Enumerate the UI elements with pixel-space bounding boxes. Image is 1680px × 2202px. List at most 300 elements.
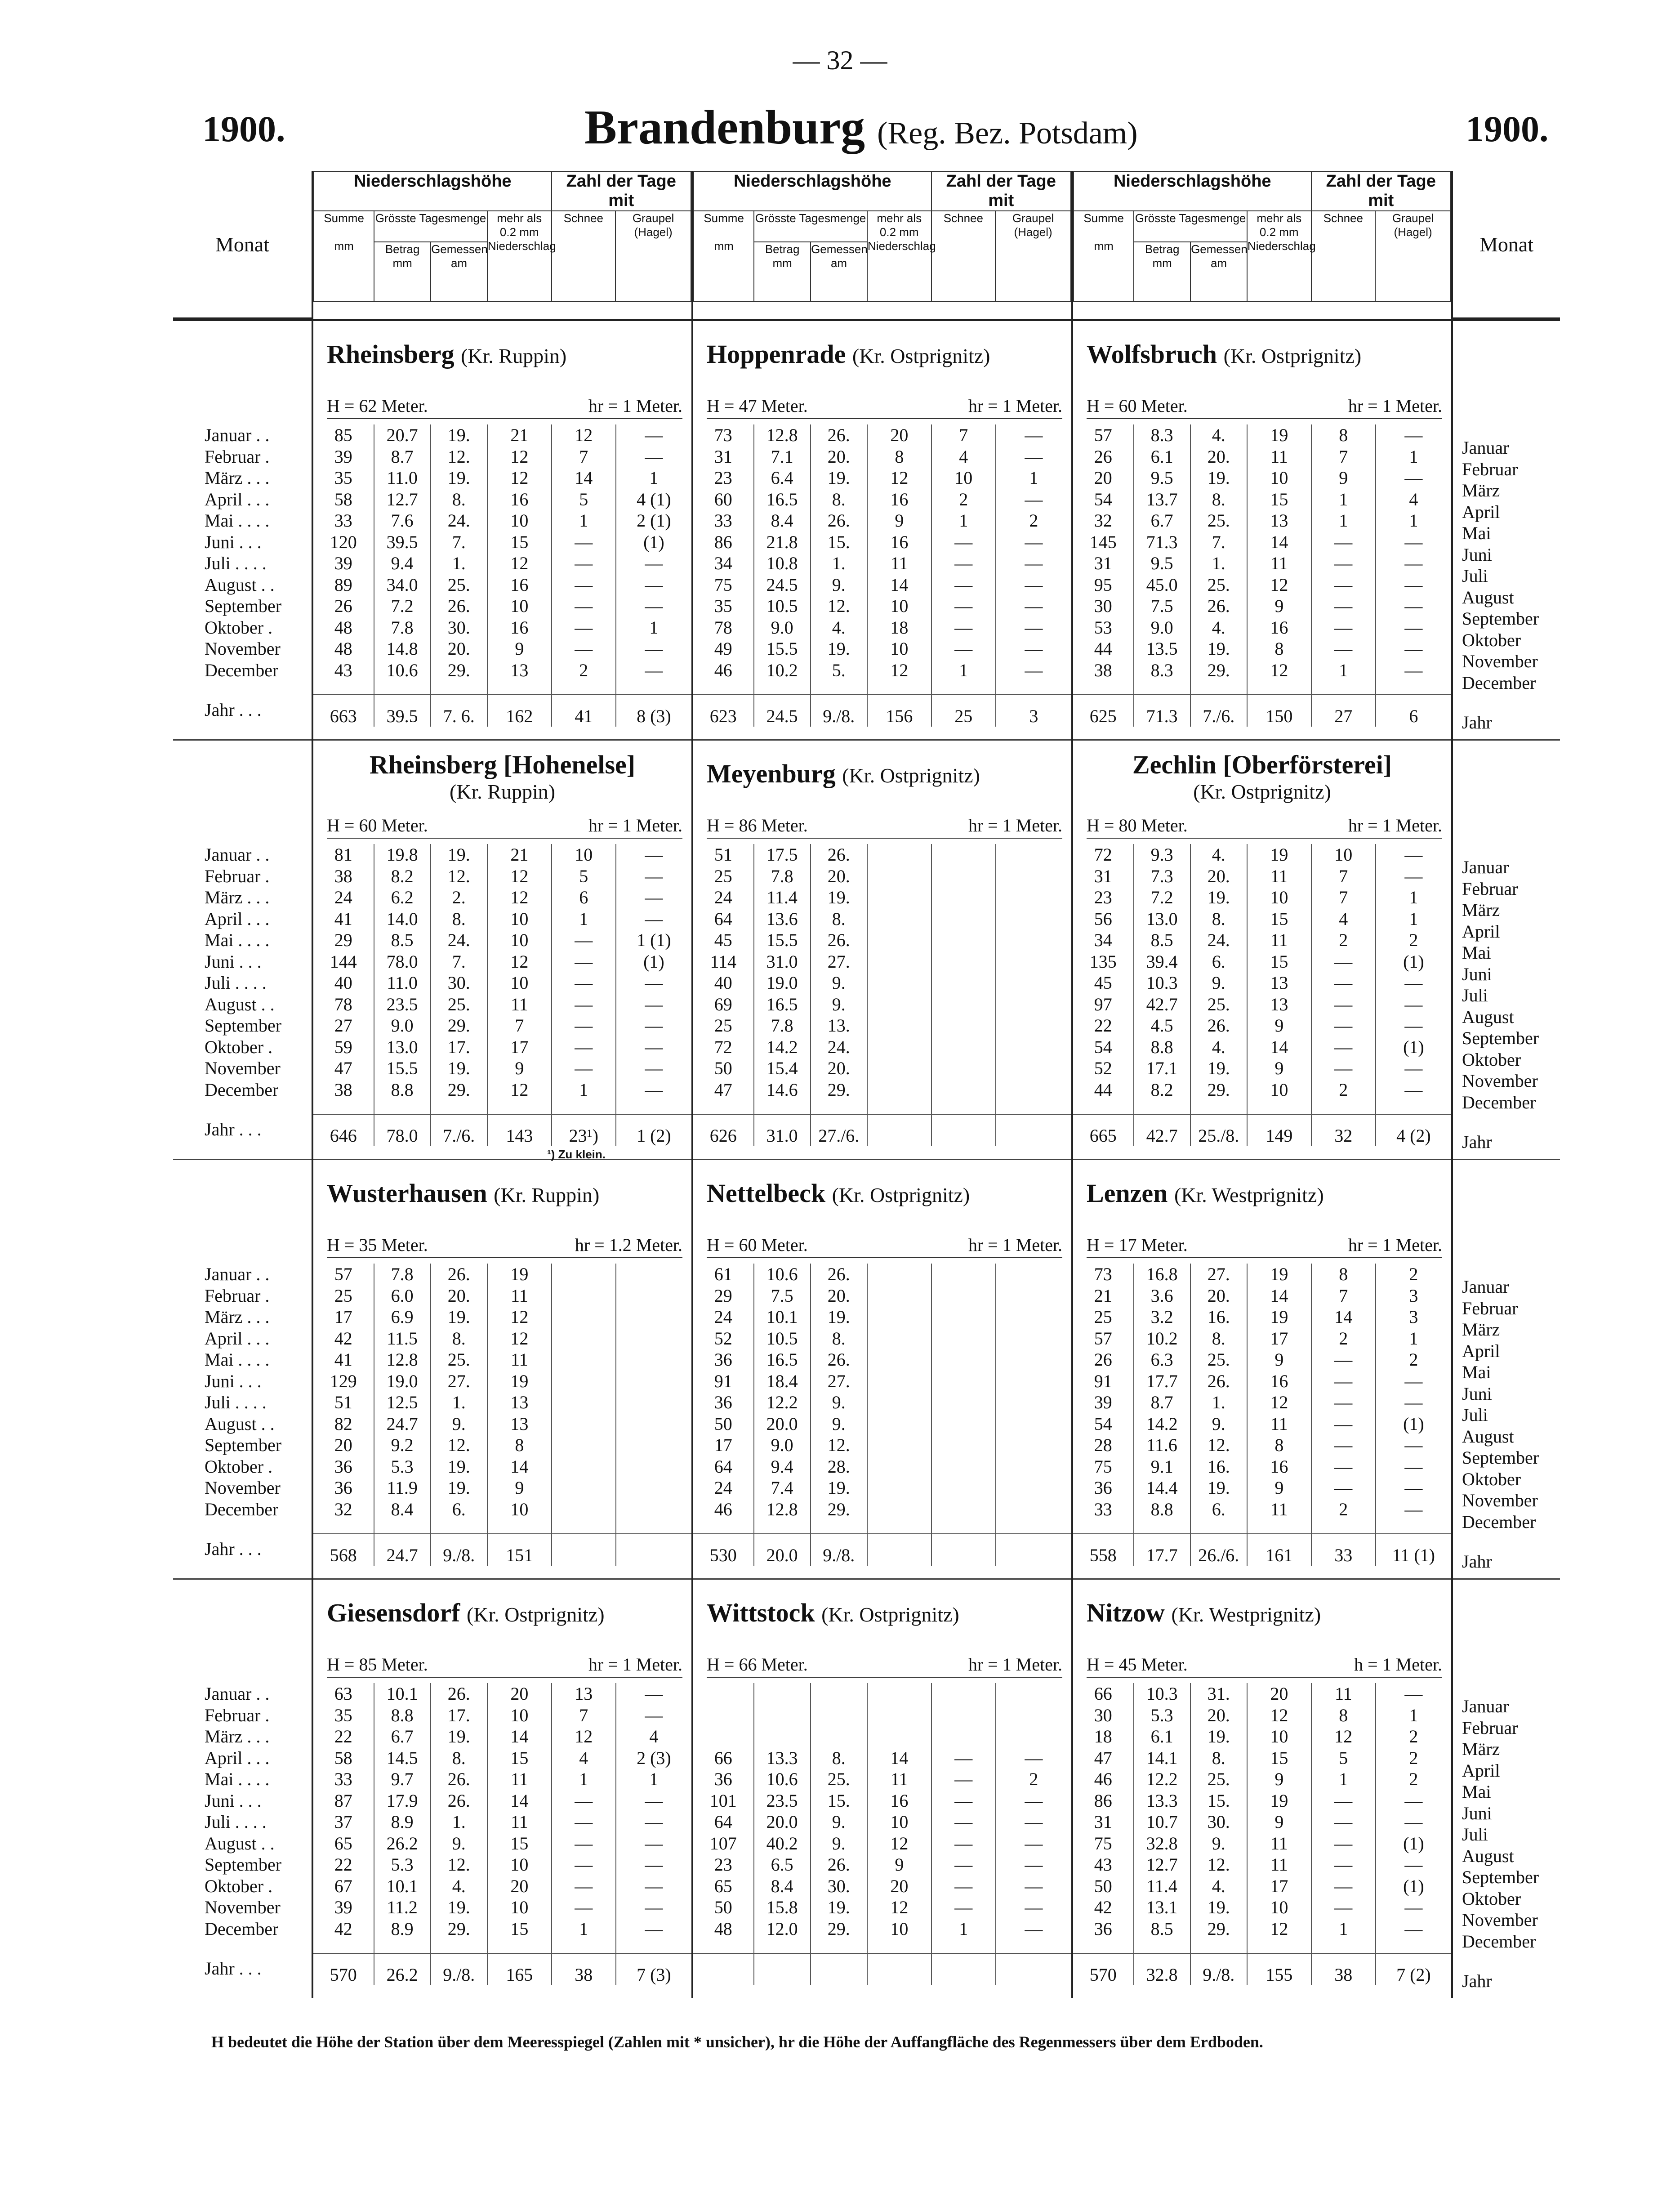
data-cell <box>996 866 1071 887</box>
data-cell: 10.6 <box>754 1769 811 1790</box>
data-cell: 12. <box>1190 1434 1247 1456</box>
data-cell: 54 <box>1094 1413 1112 1434</box>
data-cell: 144 <box>330 951 357 972</box>
table-row <box>313 908 691 930</box>
data-cell: — <box>552 1058 616 1079</box>
table-row <box>1073 510 1451 532</box>
data-cell: 9. <box>1190 1833 1247 1854</box>
data-cell: 17 <box>714 1435 732 1455</box>
data-cell: 10 <box>867 595 931 617</box>
jahr-cell: 31.0 <box>754 1114 811 1146</box>
data-cell <box>996 1079 1071 1101</box>
data-cell: 16 <box>487 574 552 596</box>
data-cell: 29. <box>1190 1079 1247 1101</box>
data-cell <box>693 1705 754 1726</box>
data-cell: 38 <box>334 1079 352 1100</box>
table-row <box>1073 1036 1451 1058</box>
data-cell: — <box>996 1790 1071 1812</box>
data-cell <box>867 951 931 973</box>
month-label: December <box>1462 1931 1536 1952</box>
data-cell: 19. <box>1190 1058 1247 1079</box>
table-row <box>313 1790 691 1812</box>
data-cell: 11.0 <box>374 972 431 994</box>
data-cell: — <box>1376 1015 1451 1036</box>
data-cell: 9. <box>811 972 867 994</box>
data-cell: — <box>996 1833 1071 1854</box>
data-cell: 8. <box>1190 489 1247 510</box>
data-cell: — <box>552 617 616 639</box>
data-cell: 15 <box>487 532 552 553</box>
data-cell: 15. <box>811 532 867 553</box>
data-cell: 8. <box>811 489 867 510</box>
data-cell: 24.7 <box>374 1413 431 1435</box>
data-cell: 1 <box>552 1769 616 1790</box>
data-cell: 16. <box>1190 1456 1247 1478</box>
data-cell: 9 <box>1247 1811 1311 1833</box>
data-cell: 36 <box>334 1456 352 1477</box>
table-row <box>1073 1769 1451 1790</box>
table-row <box>1073 1349 1451 1371</box>
jahr-cell: 9./8. <box>811 1534 867 1566</box>
monat-header: Monat <box>173 171 312 319</box>
data-cell: 6.1 <box>1134 446 1190 468</box>
data-cell: 23.5 <box>374 994 431 1015</box>
data-cell: 9 <box>1247 1058 1311 1079</box>
table-row <box>693 1328 1071 1349</box>
station-data <box>693 424 1071 727</box>
data-cell: 11 <box>1247 929 1311 951</box>
data-cell: 14 <box>1247 532 1311 553</box>
jahr-label: Jahr . . . <box>205 1119 262 1139</box>
data-cell: 8. <box>431 908 487 930</box>
niederschlag-header: Niederschlagshöhe <box>694 171 931 211</box>
data-cell: 56 <box>1094 908 1112 929</box>
data-cell: — <box>1311 595 1376 617</box>
data-cell: (1) <box>616 532 691 553</box>
data-cell: 50 <box>714 1413 732 1434</box>
jahr-row <box>1073 695 1451 727</box>
data-cell: (1) <box>1376 1876 1451 1897</box>
data-cell: 8. <box>1190 908 1247 930</box>
data-cell <box>931 866 996 887</box>
jahr-cell: 568 <box>313 1534 374 1566</box>
month-label: April <box>1462 501 1500 522</box>
data-cell: 9 <box>867 510 931 532</box>
jahr-cell: 7. 6. <box>431 695 487 727</box>
station-name: Wittstock (Kr. Ostprignitz) <box>707 1598 959 1627</box>
table-row <box>1073 1918 1451 1940</box>
month-label: Oktober <box>1462 1888 1521 1909</box>
data-cell: 17.5 <box>754 844 811 866</box>
data-cell: 1 <box>1376 1705 1451 1726</box>
data-cell: 6.1 <box>1134 1726 1190 1747</box>
data-cell: — <box>1376 1790 1451 1812</box>
data-cell: 38 <box>334 866 352 886</box>
month-label: Mai <box>1462 1782 1491 1802</box>
month-label: August <box>1462 1426 1514 1447</box>
data-cell: 3.6 <box>1134 1285 1190 1307</box>
data-cell: 7 <box>1311 1285 1376 1307</box>
data-cell: 31.0 <box>754 951 811 973</box>
data-cell: 29. <box>431 1015 487 1036</box>
month-list <box>173 1160 312 1565</box>
data-cell <box>867 1306 931 1328</box>
data-cell: 10.6 <box>754 1264 811 1285</box>
data-cell: 5.3 <box>374 1854 431 1876</box>
table-row <box>693 1747 1071 1769</box>
data-cell: — <box>1311 1811 1376 1833</box>
column-header: Niederschlagshöhe Zahl der Tage mit Summe mm Grösste Tagesmenge mehr als 0.2 mm Niederschlag Schnee Graupel (Hagel) Betrag mm Gemessen am <box>693 171 1071 302</box>
month-label: September <box>205 1015 282 1036</box>
table-row <box>313 595 691 617</box>
data-cell <box>867 1036 931 1058</box>
data-cell: 1. <box>431 1811 487 1833</box>
data-cell: — <box>996 1876 1071 1897</box>
data-cell <box>996 972 1071 994</box>
data-cell: — <box>616 660 691 681</box>
data-cell: 13.7 <box>1134 489 1190 510</box>
month-label: September <box>1462 608 1539 629</box>
data-cell: 42 <box>1094 1897 1112 1917</box>
data-cell: 24. <box>431 510 487 532</box>
data-cell: 15 <box>1247 489 1311 510</box>
data-cell: 45 <box>1094 973 1112 993</box>
data-cell: — <box>1311 1349 1376 1371</box>
data-cell: 14.5 <box>374 1747 431 1769</box>
data-cell: 39 <box>334 1897 352 1917</box>
jahr-cell: 1 (2) <box>616 1114 691 1146</box>
data-cell: 1 <box>1311 660 1376 681</box>
data-cell: 19 <box>487 1371 552 1392</box>
jahr-cell: 626 <box>693 1114 754 1146</box>
month-label: März <box>1462 1319 1500 1340</box>
data-cell: 89 <box>334 574 352 595</box>
data-cell: 1 <box>931 1918 996 1940</box>
data-cell: 9.2 <box>374 1434 431 1456</box>
data-cell <box>931 1434 996 1456</box>
jahr-cell <box>996 1953 1071 1985</box>
data-cell: 17. <box>431 1036 487 1058</box>
data-cell: 50 <box>714 1897 732 1917</box>
data-cell: 12 <box>1247 660 1311 681</box>
data-cell: 13.1 <box>1134 1897 1190 1918</box>
data-cell: 1. <box>431 553 487 574</box>
data-cell: 16 <box>867 489 931 510</box>
data-cell: 10.3 <box>1134 1683 1190 1705</box>
table-row <box>693 1036 1071 1058</box>
footnote: H bedeutet die Höhe der Station über dem Meeresspiegel (Zahlen mit * unsicher), hr die Höhe der Auffangfläche des Regenmessers über dem Erdboden. <box>211 2033 1263 2051</box>
data-cell: 82 <box>334 1413 352 1434</box>
table-row <box>693 1726 1071 1747</box>
data-cell: 5.3 <box>1134 1705 1190 1726</box>
data-cell: 26. <box>811 1264 867 1285</box>
data-cell: 19. <box>1190 638 1247 660</box>
jahr-cell <box>931 1953 996 1985</box>
table-row <box>693 1349 1071 1371</box>
data-cell: 7 <box>552 446 616 468</box>
data-cell: 8.8 <box>1134 1499 1190 1520</box>
station-data <box>313 424 691 727</box>
table-row <box>1073 1264 1451 1285</box>
data-cell: — <box>552 1811 616 1833</box>
data-cell <box>867 1477 931 1499</box>
month-label: Juli <box>1462 566 1488 586</box>
table-row <box>313 1747 691 1769</box>
jahr-cell: 530 <box>693 1534 754 1566</box>
data-cell: — <box>931 1811 996 1833</box>
data-cell: 22 <box>1094 1015 1112 1036</box>
data-cell: 12 <box>487 446 552 468</box>
table-row <box>693 553 1071 574</box>
data-cell <box>867 1392 931 1413</box>
data-cell: 34.0 <box>374 574 431 596</box>
data-cell <box>931 908 996 930</box>
data-cell: 25. <box>1190 510 1247 532</box>
data-cell: 95 <box>1094 574 1112 595</box>
jahr-cell: 570 <box>1073 1953 1134 1985</box>
data-cell <box>996 908 1071 930</box>
station-height: H = 60 Meter. hr = 1 Meter. <box>327 815 682 839</box>
data-cell: 7.1 <box>754 446 811 468</box>
station-block <box>1073 1160 1451 1578</box>
data-cell <box>931 1371 996 1392</box>
data-cell: 65 <box>714 1876 732 1896</box>
data-cell: — <box>1376 1897 1451 1918</box>
jahr-cell: 570 <box>313 1953 374 1985</box>
data-cell: 6.3 <box>1134 1349 1190 1371</box>
data-cell: 1 (1) <box>616 929 691 951</box>
data-cell: 14.4 <box>1134 1477 1190 1499</box>
month-label: November <box>205 1897 281 1917</box>
data-cell: 1 <box>552 908 616 930</box>
station-name: Rheinsberg (Kr. Ruppin) <box>327 339 567 369</box>
month-label: Januar . . <box>205 844 270 865</box>
data-cell: 26. <box>811 929 867 951</box>
data-cell: 4. <box>811 617 867 639</box>
data-cell: 44 <box>1094 1079 1112 1100</box>
station-height: H = 35 Meter. hr = 1.2 Meter. <box>327 1234 682 1258</box>
data-cell: — <box>552 1036 616 1058</box>
year-right: 1900. <box>1466 108 1549 149</box>
station-name: Nettelbeck (Kr. Ostprignitz) <box>707 1179 970 1208</box>
table-row <box>313 532 691 553</box>
data-cell: 7.8 <box>754 1015 811 1036</box>
station-block <box>693 321 1071 739</box>
station-height: H = 45 Meter. h = 1 Meter. <box>1087 1654 1442 1678</box>
data-cell <box>867 994 931 1015</box>
data-cell <box>616 1349 691 1371</box>
jahr-cell: 11 (1) <box>1376 1534 1451 1566</box>
data-cell: 1 <box>1376 1328 1451 1349</box>
data-cell: — <box>931 1897 996 1918</box>
data-cell: 24 <box>714 1478 732 1498</box>
jahr-cell <box>867 1114 931 1146</box>
data-cell: 25. <box>431 574 487 596</box>
data-cell: 34 <box>1094 930 1112 950</box>
data-cell: 8. <box>811 1328 867 1349</box>
data-cell <box>754 1683 811 1705</box>
data-cell: 26 <box>334 596 352 616</box>
data-cell: 21 <box>1094 1285 1112 1306</box>
niederschlag-header: Niederschlagshöhe <box>314 171 552 211</box>
data-cell: 8. <box>431 1747 487 1769</box>
data-cell: 19. <box>431 1306 487 1328</box>
data-cell: 40 <box>334 973 352 993</box>
data-cell: — <box>996 553 1071 574</box>
table-row <box>693 887 1071 908</box>
data-cell: 13 <box>487 1413 552 1435</box>
table-row <box>693 467 1071 489</box>
data-cell: 57 <box>1094 425 1112 445</box>
data-cell: 1 <box>1376 887 1451 908</box>
data-cell: — <box>616 1036 691 1058</box>
data-cell: 24 <box>334 887 352 907</box>
month-label: November <box>205 1478 281 1498</box>
data-cell: 30. <box>431 617 487 639</box>
data-cell: 54 <box>1094 489 1112 509</box>
data-cell: 25. <box>1190 1349 1247 1371</box>
data-cell: 16 <box>867 1790 931 1812</box>
data-cell: — <box>1376 532 1451 553</box>
table-row <box>693 1413 1071 1435</box>
jahr-cell: 26./6. <box>1190 1534 1247 1566</box>
jahr-row <box>1073 1953 1451 1985</box>
table-row <box>1073 660 1451 681</box>
data-cell: 57 <box>1094 1328 1112 1349</box>
jahr-cell: 7./6. <box>1190 695 1247 727</box>
data-cell: 19. <box>1190 1726 1247 1747</box>
data-cell: — <box>1311 972 1376 994</box>
table-row <box>313 1349 691 1371</box>
data-cell: 26. <box>811 1854 867 1876</box>
data-cell: 23 <box>714 1854 732 1875</box>
data-cell <box>867 887 931 908</box>
table-row <box>313 489 691 510</box>
table-row <box>693 1392 1071 1413</box>
station-data <box>1073 1683 1451 1985</box>
table-row <box>1073 1683 1451 1705</box>
data-cell: 5.3 <box>374 1456 431 1478</box>
jahr-cell: 625 <box>1073 695 1134 727</box>
data-cell: 101 <box>709 1790 737 1811</box>
data-cell: — <box>552 1833 616 1854</box>
data-cell: 1 <box>552 510 616 532</box>
data-cell: 19. <box>1190 1897 1247 1918</box>
data-cell: 19. <box>811 638 867 660</box>
jahr-row <box>1073 1534 1451 1566</box>
data-cell <box>552 1349 616 1371</box>
data-cell: 8.2 <box>1134 1079 1190 1101</box>
data-cell: 72 <box>1094 844 1112 865</box>
table-row <box>313 1726 691 1747</box>
month-label: Mai <box>1462 523 1491 543</box>
data-cell: 8.9 <box>374 1918 431 1940</box>
table-row <box>1073 866 1451 887</box>
table-row <box>1073 1456 1451 1478</box>
data-cell: — <box>931 532 996 553</box>
data-cell: 20 <box>487 1683 552 1705</box>
data-cell: 13 <box>487 660 552 681</box>
data-cell: — <box>1376 1918 1451 1940</box>
data-cell: — <box>996 1854 1071 1876</box>
table-row <box>693 1897 1071 1918</box>
data-cell <box>616 1477 691 1499</box>
month-label: December <box>205 1918 279 1939</box>
data-cell: 1. <box>811 553 867 574</box>
data-cell: 12.2 <box>754 1392 811 1413</box>
station-height: H = 17 Meter. hr = 1 Meter. <box>1087 1234 1442 1258</box>
data-cell: 9.0 <box>374 1015 431 1036</box>
data-cell: 44 <box>1094 639 1112 659</box>
data-cell: 11.4 <box>1134 1876 1190 1897</box>
month-label: Mai . . . . <box>205 1349 270 1370</box>
data-cell: 10 <box>487 595 552 617</box>
data-cell: 25 <box>714 866 732 886</box>
data-cell: 28. <box>811 1456 867 1478</box>
data-cell: 29. <box>811 1918 867 1940</box>
data-cell: 8 <box>1311 424 1376 446</box>
data-cell: 15 <box>1247 1747 1311 1769</box>
data-cell: 11 <box>1247 1413 1311 1435</box>
table-row <box>693 1769 1071 1790</box>
data-cell: 69 <box>714 994 732 1014</box>
data-cell: 20. <box>811 866 867 887</box>
data-cell: 19. <box>431 1897 487 1918</box>
data-cell: 43 <box>1094 1854 1112 1875</box>
data-cell: 19. <box>1190 1477 1247 1499</box>
data-cell: 8.5 <box>1134 929 1190 951</box>
data-cell: — <box>1376 617 1451 639</box>
data-cell: 5 <box>1311 1747 1376 1769</box>
data-cell: 12.5 <box>374 1392 431 1413</box>
station-block <box>693 1160 1071 1578</box>
data-cell <box>931 1392 996 1413</box>
data-cell: — <box>616 1790 691 1812</box>
data-cell: — <box>1311 1477 1376 1499</box>
data-cell: 7.2 <box>374 595 431 617</box>
data-cell: 6.9 <box>374 1306 431 1328</box>
data-cell: 33 <box>334 510 352 531</box>
jahr-cell <box>754 1953 811 1985</box>
data-cell: 11.9 <box>374 1477 431 1499</box>
month-list-right <box>1453 321 1560 738</box>
data-cell: 16 <box>487 489 552 510</box>
data-cell: 46 <box>1094 1769 1112 1789</box>
table-row <box>693 1499 1071 1520</box>
data-cell: 2 <box>1376 1349 1451 1371</box>
data-cell: 29. <box>811 1499 867 1520</box>
station-name: Giesensdorf (Kr. Ostprignitz) <box>327 1598 605 1627</box>
month-label: Juni . . . <box>205 951 262 972</box>
data-cell: 9 <box>487 638 552 660</box>
month-label: Januar <box>1462 438 1509 458</box>
data-cell: 36 <box>714 1392 732 1412</box>
data-cell <box>552 1264 616 1285</box>
data-cell <box>996 1705 1071 1726</box>
table-row <box>693 1790 1071 1812</box>
table-row <box>693 1456 1071 1478</box>
data-cell: 4 (1) <box>616 489 691 510</box>
data-cell: 25. <box>1190 994 1247 1015</box>
data-cell: — <box>931 617 996 639</box>
data-cell: 3.2 <box>1134 1306 1190 1328</box>
data-cell: 45 <box>714 930 732 950</box>
data-cell: — <box>616 1897 691 1918</box>
station-block <box>1073 741 1451 1159</box>
table-row <box>693 1079 1071 1101</box>
data-cell <box>616 1413 691 1435</box>
table-row <box>313 446 691 468</box>
